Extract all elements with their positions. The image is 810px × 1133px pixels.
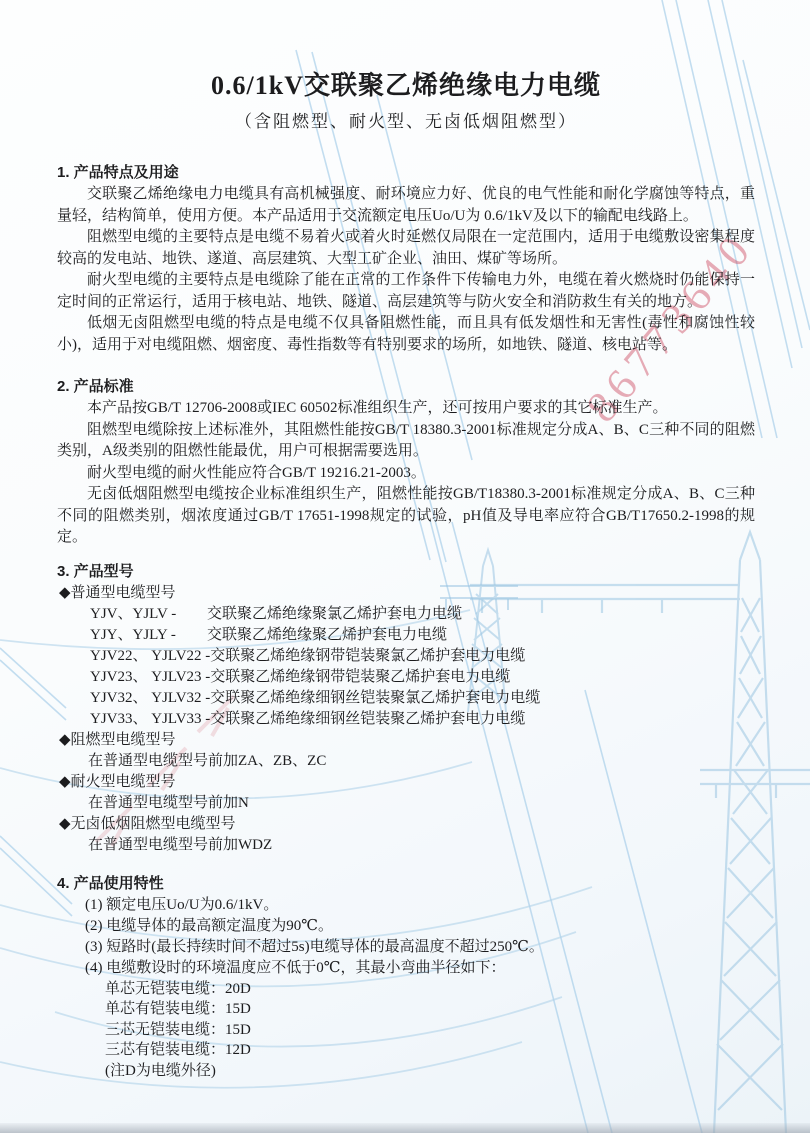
model-description: 交联聚乙烯绝缘细钢丝铠装聚氯乙烯护套电力电缆 — [210, 689, 541, 706]
bullet-note-lszh: 在普通型电缆型号前加WDZ — [88, 836, 273, 853]
model-row — [90, 604, 755, 625]
paragraph: 交联聚乙烯绝缘电力电缆具有高机械强度、耐环境应力好、优良的电气性能和耐化学腐蚀等特点，重量轻，结构简单，使用方便。本产品适用于交流额定电压Uo/U为 0.6/1kV及以下的输配电线路上。 — [57, 186, 755, 224]
paragraph: 耐火型电缆的主要特点是电缆除了能在正常的工作条件下传输电力外，电缆在着火燃烧时仍能保持一定时间的正常运行，适用于核电站、地铁、隧道、高层建筑等与防火安全和消防救生有关的地方。 — [57, 272, 755, 310]
paragraph: 阻燃型电缆的主要特点是电缆不易着火或着火时延燃仅局限在一定范围内，适用于电缆敷设密集程度较高的发电站、地铁、遂道、高层建筑、大型工矿企业、油田、煤矿等场所。 — [57, 229, 755, 267]
model-code: YJV22、 YJLV22 - — [90, 647, 211, 664]
bullet-label-lszh: ◆无卤低烟阻燃型电缆型号 — [59, 815, 236, 832]
model-row — [90, 688, 755, 709]
paragraph: 阻燃型电缆除按上述标准外，其阻燃性能按GB/T 18380.3-2001标准规定分成A、B、C三种不同的阻燃类别，A级类别的阻燃性能最优，用户可根据需要选用。 — [57, 421, 755, 459]
bullet-label-flame-retardant: ◆阻燃型电缆型号 — [59, 731, 176, 748]
paragraph: 低烟无卤阻燃型电缆的特点是电缆不仅具备阻燃性能，而且具有低发烟性和无害性(毒性和腐蚀性较小)，适用于对电缆阻燃、烟密度、毒性指数等有特别要求的场所，如地铁、隧道、核电站等。 — [57, 315, 755, 353]
model-description: 交联聚乙烯绝缘聚乙烯护套电力电缆 — [207, 626, 448, 643]
paragraph: 无卤低烟阻燃型电缆按企业标准组织生产，阻燃性能按GB/T18380.3-2001标准规定分成A、B、C三种不同的阻燃类别，烟浓度通过GB/T 17651-1998规定的试验，pH值及导电率应符合GB/T17650.2-1998的规定。 — [57, 486, 755, 545]
phone-number-watermark: 86773640 — [576, 221, 764, 432]
model-code: YJV32、 YJLV32 - — [90, 689, 211, 706]
bend-radius-item: 三芯有铠装电缆：12D — [105, 1042, 251, 1058]
model-description: 交联聚乙烯绝缘钢带铠装聚乙烯护套电力电缆 — [210, 668, 511, 685]
usage-item-3: (3) 短路时(最长持续时间不超过5s)电缆导体的最高温度不超过250℃。 — [85, 938, 544, 955]
page-title: 0.6/1kV交联聚乙烯绝缘电力电缆 — [211, 71, 601, 100]
bend-radius-item: 单芯无铠装电缆：20D — [105, 980, 251, 997]
section-heading-usage: 4. 产品使用特性 — [57, 874, 164, 892]
section-heading-standards: 2. 产品标准 — [57, 378, 134, 395]
paragraph: 耐火型电缆的耐火性能应符合GB/T 19216.21-2003。 — [87, 464, 426, 481]
usage-item-2: (2) 电缆导体的最高额定温度为90℃。 — [85, 917, 334, 934]
model-description: 交联聚乙烯绝缘细钢丝铠装聚乙烯护套电力电缆 — [210, 710, 526, 727]
bullet-note-fire-resistant: 在普通型电缆型号前加N — [88, 794, 249, 811]
section-heading-features: 1. 产品特点及用途 — [57, 164, 179, 181]
bend-radius-item: 单芯有铠装电缆：15D — [105, 1001, 251, 1017]
scan-edge-shadow — [0, 1123, 810, 1133]
model-row — [90, 709, 755, 730]
model-description: 交联聚乙烯绝缘钢带铠装聚氯乙烯护套电力电缆 — [210, 647, 526, 664]
section-heading-models: 3. 产品型号 — [57, 562, 134, 580]
model-row — [90, 625, 755, 646]
model-code: YJY、YJLY - — [90, 626, 176, 643]
usage-item-1: (1) 额定电压Uo/U为0.6/1kV。 — [85, 896, 279, 913]
bullet-label-fire-resistant: ◆耐火型电缆型号 — [59, 773, 176, 790]
model-code: YJV、YJLV - — [90, 605, 177, 622]
model-code: YJV23、 YJLV23 - — [90, 668, 211, 685]
model-row — [90, 667, 755, 688]
model-row — [90, 646, 755, 667]
bullet-note-flame-retardant: 在普通型电缆型号前加ZA、ZB、ZC — [88, 752, 327, 769]
bend-radius-item: 三芯无铠装电缆：15D — [105, 1021, 251, 1038]
model-code: YJV33、 YJLV33 - — [90, 710, 211, 727]
paragraph: 本产品按GB/T 12706-2008或IEC 60502标准组织生产，还可按用户要求的其它标准生产。 — [87, 400, 668, 416]
usage-item-4: (4) 电缆敷设时的环境温度应不低于0℃，其最小弯曲半径如下： — [85, 959, 506, 976]
bend-radius-note: (注D为电缆外径) — [105, 1062, 216, 1079]
bullet-label-normal-models: ◆普通型电缆型号 — [59, 584, 176, 601]
model-description: 交联聚乙烯绝缘聚氯乙烯护套电力电缆 — [207, 605, 463, 622]
page-subtitle: （含阻燃型、耐火型、无卤低烟阻燃型） — [235, 112, 577, 131]
